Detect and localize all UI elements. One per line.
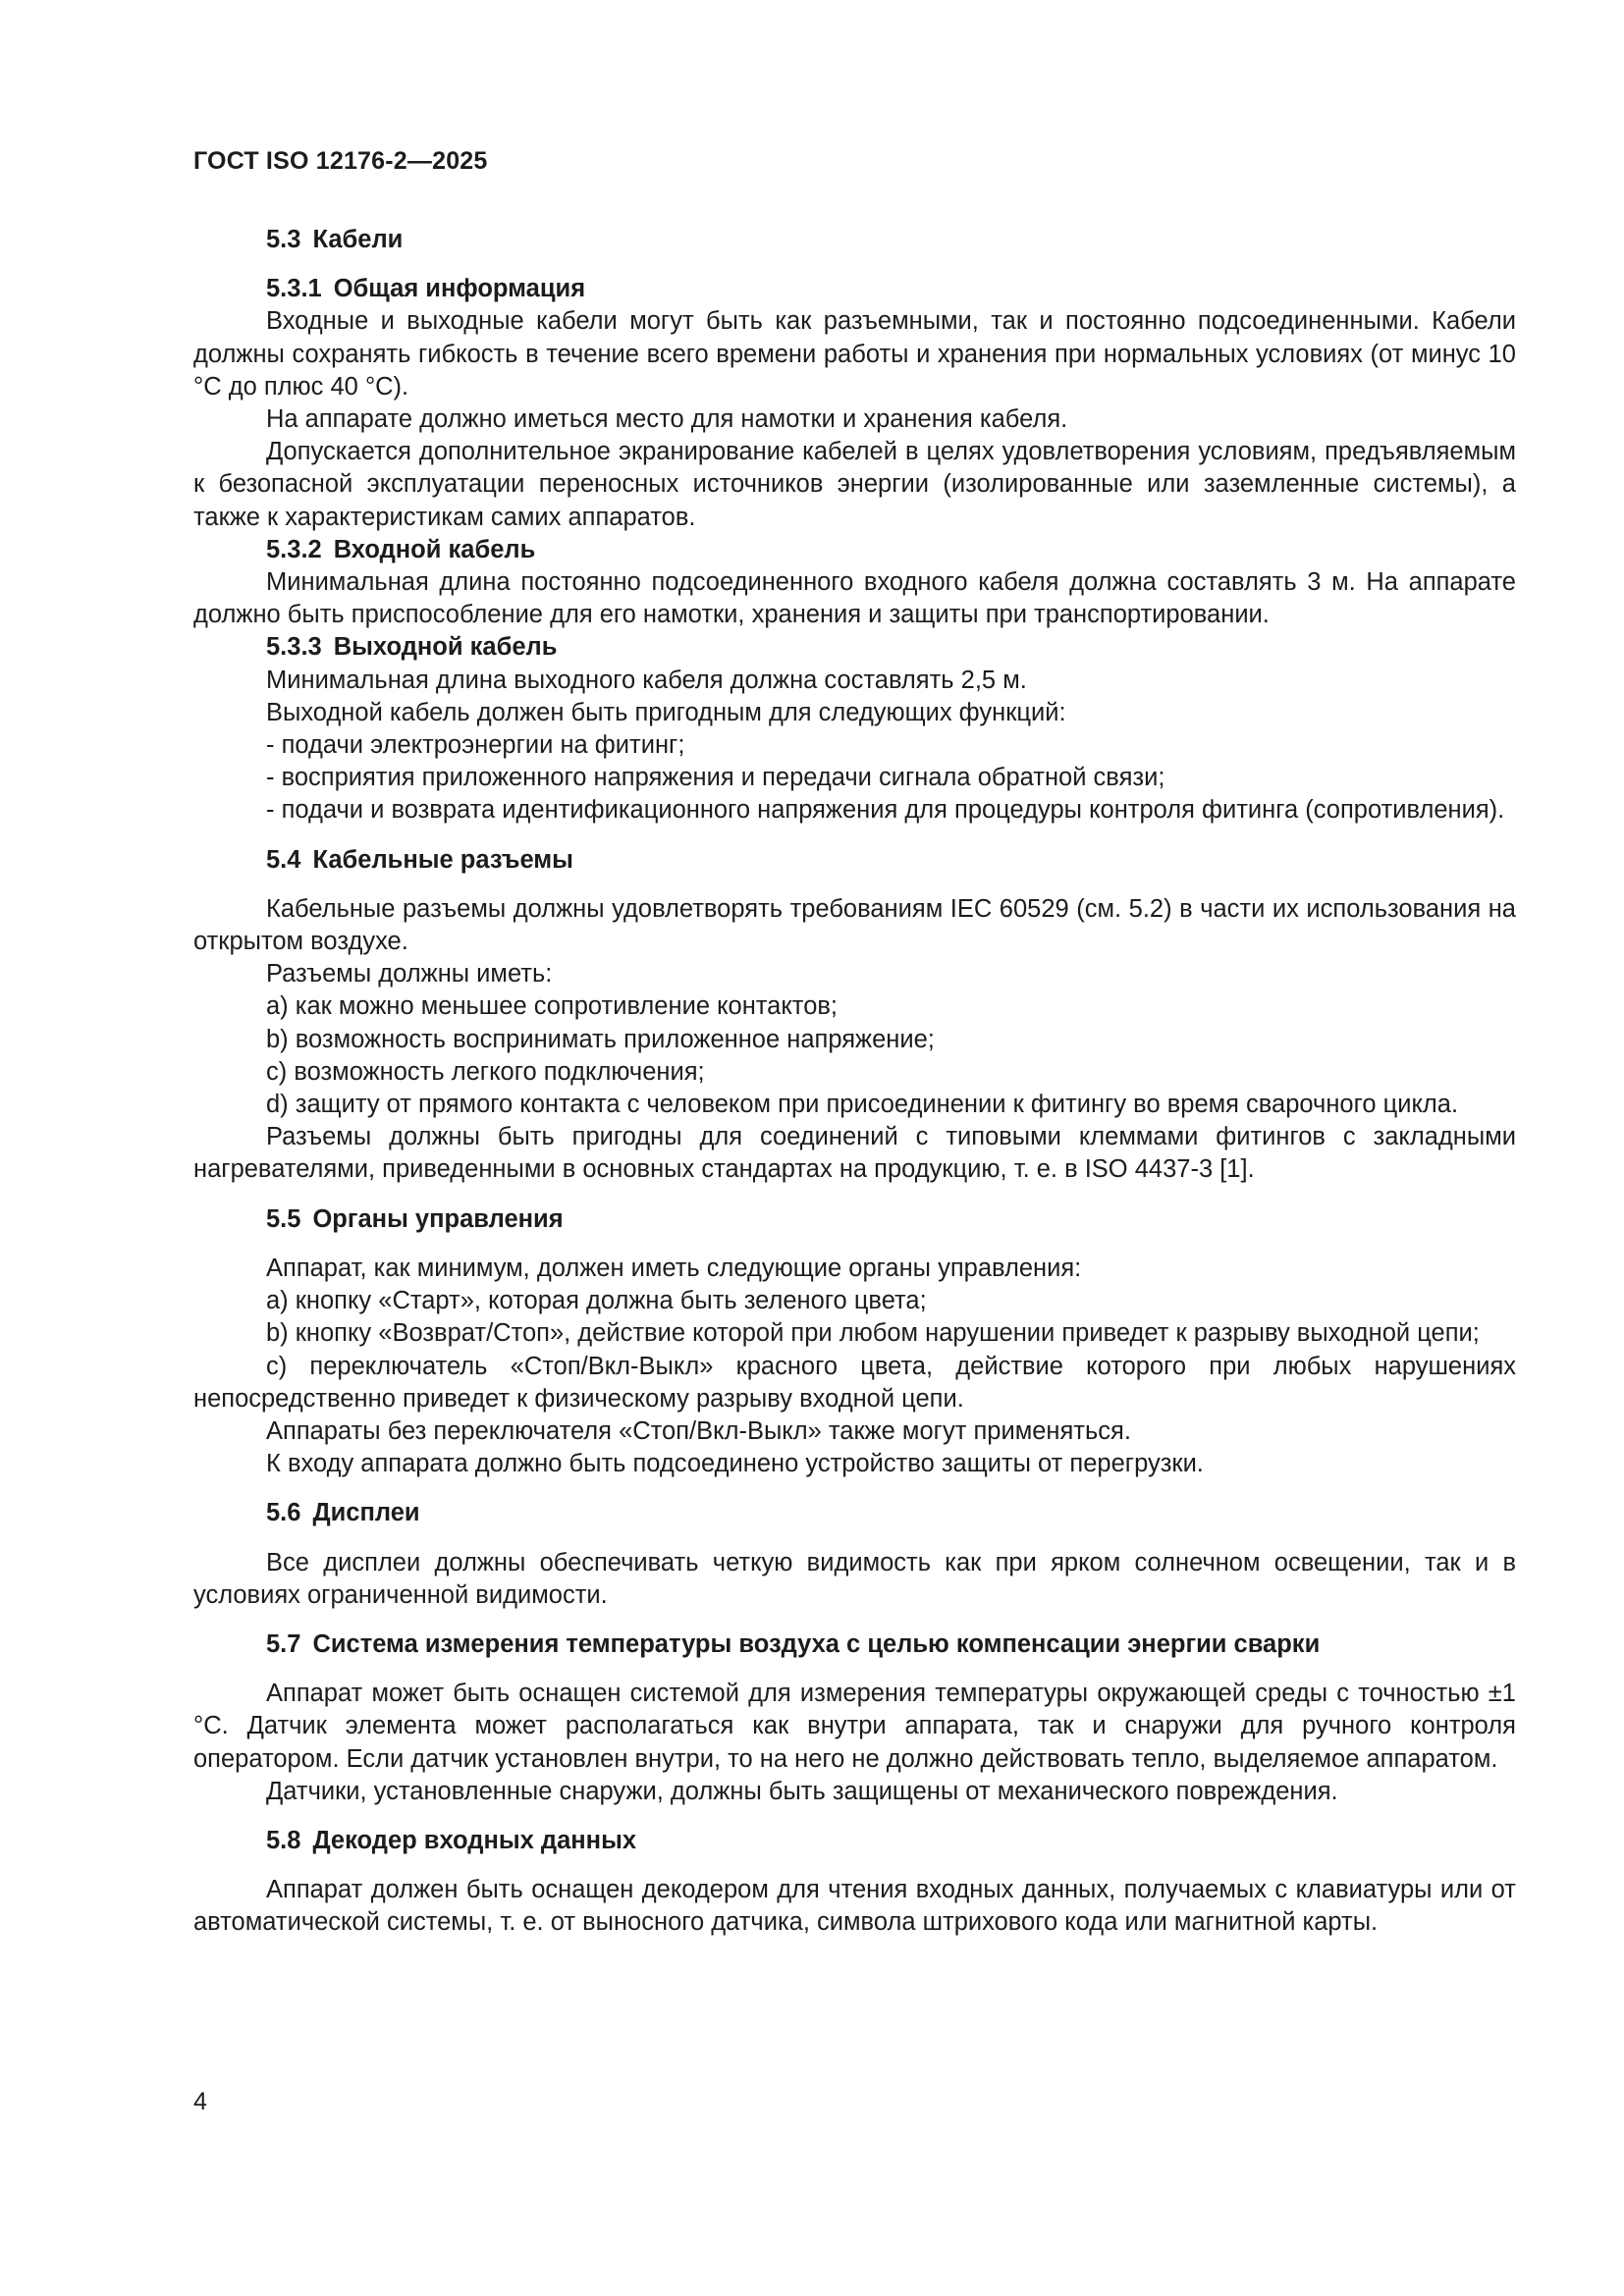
section-title: Выходной кабель [333, 633, 558, 662]
paragraph: Аппарат должен быть оснащен декодером для чтения входных данных, получаемых с клавиатуры или от автоматической системы, т. е. от выносного датчика, символа штрихового кода или магнитной карты. [193, 1876, 1516, 1937]
list-item: b) возможность воспринимать приложенное напряжение; [266, 1025, 935, 1053]
section-title: Входной кабель [333, 535, 536, 563]
page-number: 4 [193, 2088, 207, 2115]
section-title: Система измерения температуры воздуха с целью компенсации энергии сварки [312, 1629, 1321, 1658]
list-item: b) кнопку «Возврат/Стоп», действие которой при любом нарушении приведет к разрыву выходной цепи; [266, 1319, 1480, 1348]
subsection-heading-5-3-1 [193, 273, 1516, 305]
paragraph: На аппарате должно иметься место для намотки и хранения кабеля. [266, 405, 1068, 434]
section-number: 5.3.2 [266, 535, 322, 563]
standard-designation: ГОСТ ISO 12176-2—2025 [193, 147, 488, 175]
list-item: c) переключатель «Стоп/Вкл-Выкл» красного цвета, действие которого при любых нарушениях непосредственно приведет к физическому разрыву входной цепи. [193, 1352, 1516, 1413]
section-number: 5.6 [266, 1499, 301, 1527]
paragraph: Минимальная длина выходного кабеля должна составлять 2,5 м. [266, 666, 1027, 694]
paragraph: Аппараты без переключателя «Стоп/Вкл-Выкл» также могут применяться. [266, 1416, 1131, 1445]
subsection-heading-5-3-3 [193, 631, 1516, 664]
section-heading-5-8 [193, 1825, 1516, 1857]
paragraph: Все дисплеи должны обеспечивать четкую видимость как при ярком солнечном освещении, так и в условиях ограниченной видимости. [193, 1548, 1516, 1609]
paragraph: Разъемы должны иметь: [266, 960, 553, 988]
subsection-heading-5-3-2 [193, 534, 1516, 566]
list-item: - подачи и возврата идентификационного напряжения для процедуры контроля фитинга (сопротивления). [266, 796, 1505, 825]
section-number: 5.4 [266, 845, 301, 874]
section-number: 5.8 [266, 1826, 301, 1854]
section-title: Дисплеи [312, 1499, 420, 1527]
paragraph: Кабельные разъемы должны удовлетворять требованиям IEC 60529 (см. 5.2) в части их использования на открытом воздухе. [193, 894, 1516, 956]
section-number: 5.7 [266, 1629, 301, 1658]
paragraph: Аппарат может быть оснащен системой для измерения температуры окружающей среды с точностью ±1 °С. Датчик элемента может располагаться как внутри аппарата, так и снаружи для ручного контроля оператором. Если датчик установлен внутри, то на него не должно действовать тепло, выделяемое аппаратом. [193, 1680, 1516, 1773]
list-item: a) как можно меньшее сопротивление контактов; [266, 992, 839, 1021]
paragraph: Разъемы должны быть пригодны для соединений с типовыми клеммами фитингов с закладными нагревателями, приведенными в основных стандартах на продукцию, т. е. в ISO 4437-3 [1]. [193, 1123, 1516, 1184]
list-item: a) кнопку «Старт», которая должна быть зеленого цвета; [266, 1287, 927, 1315]
paragraph: Выходной кабель должен быть пригодным для следующих функций: [266, 698, 1066, 726]
section-number: 5.5 [266, 1204, 301, 1233]
paragraph: К входу аппарата должно быть подсоединено устройство защиты от перегрузки. [266, 1450, 1204, 1478]
section-heading-5-7 [193, 1629, 1516, 1661]
section-title: Кабели [312, 226, 404, 253]
section-number: 5.3 [266, 226, 301, 253]
section-title: Общая информация [333, 275, 586, 303]
list-item: c) возможность легкого подключения; [266, 1057, 705, 1086]
section-title: Органы управления [312, 1204, 564, 1233]
section-heading-5-5 [193, 1203, 1516, 1236]
list-item: - подачи электроэнергии на фитинг; [266, 731, 685, 760]
section-heading-5-3 [193, 224, 1516, 256]
section-heading-5-4 [193, 844, 1516, 877]
paragraph: Входные и выходные кабели могут быть как разъемными, так и постоянно подсоединенными. Кабели должны сохранять гибкость в течение всего времени работы и хранения при нормальных условиях (от минус 10 °С до плюс 40 °С). [193, 307, 1516, 400]
section-number: 5.3.1 [266, 275, 322, 303]
document-body [193, 224, 1516, 1940]
section-number: 5.3.3 [266, 633, 322, 662]
section-heading-5-6 [193, 1497, 1516, 1529]
section-title: Кабельные разъемы [312, 845, 573, 874]
section-title: Декодер входных данных [312, 1826, 637, 1854]
list-item: d) защиту от прямого контакта с человеком при присоединении к фитингу во время сварочного цикла. [266, 1091, 1459, 1119]
paragraph: Датчики, установленные снаружи, должны быть защищены от механического повреждения. [266, 1777, 1338, 1805]
list-item: - восприятия приложенного напряжения и передачи сигнала обратной связи; [266, 764, 1165, 792]
paragraph: Допускается дополнительное экранирование кабелей в целях удовлетворения условиям, предъявляемым к безопасной эксплуатации переносных источников энергии (изолированные или заземленные системы), а также к характеристикам самих аппаратов. [193, 438, 1516, 531]
paragraph: Аппарат, как минимум, должен иметь следующие органы управления: [266, 1254, 1082, 1282]
paragraph: Минимальная длина постоянно подсоединенного входного кабеля должна составлять 3 м. На аппарате должно быть приспособление для его намотки, хранения и защиты при транспортировании. [193, 568, 1516, 629]
